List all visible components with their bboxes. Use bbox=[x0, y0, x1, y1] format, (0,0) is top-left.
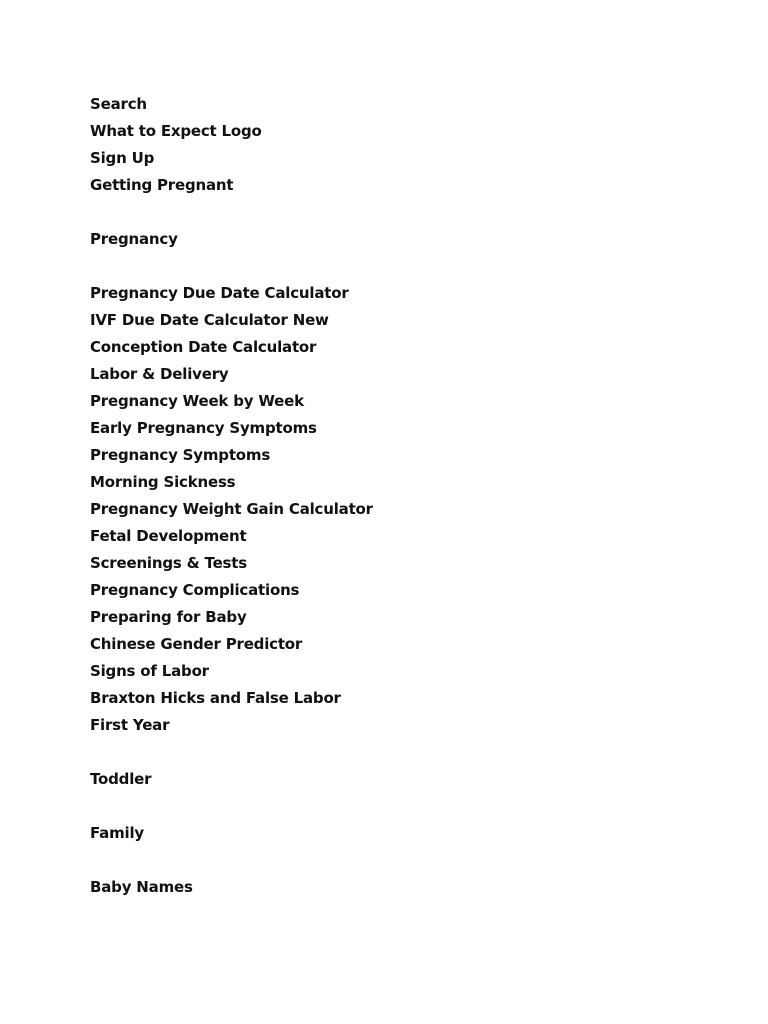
nav-getting-pregnant[interactable]: Getting Pregnant bbox=[90, 176, 234, 194]
nav-pregnancy-symptoms[interactable]: Pregnancy Symptoms bbox=[90, 446, 271, 464]
nav-early-pregnancy-symptoms[interactable]: Early Pregnancy Symptoms bbox=[90, 419, 317, 437]
spacer bbox=[90, 199, 373, 226]
nav-preparing-for-baby[interactable]: Preparing for Baby bbox=[90, 608, 247, 626]
nav-chinese-gender-predictor[interactable]: Chinese Gender Predictor bbox=[90, 635, 303, 653]
spacer bbox=[90, 793, 373, 820]
nav-conception-date-calculator[interactable]: Conception Date Calculator bbox=[90, 338, 317, 356]
nav-fetal-development[interactable]: Fetal Development bbox=[90, 527, 247, 545]
nav-labor-delivery[interactable]: Labor & Delivery bbox=[90, 365, 229, 383]
logo-link[interactable]: What to Expect Logo bbox=[90, 122, 262, 140]
nav-toddler[interactable]: Toddler bbox=[90, 770, 152, 788]
nav-morning-sickness[interactable]: Morning Sickness bbox=[90, 473, 236, 491]
nav-pregnancy-week-by-week[interactable]: Pregnancy Week by Week bbox=[90, 392, 304, 410]
nav-signs-of-labor[interactable]: Signs of Labor bbox=[90, 662, 209, 680]
nav-pregnancy-due-date-calculator[interactable]: Pregnancy Due Date Calculator bbox=[90, 284, 349, 302]
spacer bbox=[90, 739, 373, 766]
spacer bbox=[90, 253, 373, 280]
nav-pregnancy-weight-gain-calculator[interactable]: Pregnancy Weight Gain Calculator bbox=[90, 500, 373, 518]
nav-family[interactable]: Family bbox=[90, 824, 144, 842]
sign-up-link[interactable]: Sign Up bbox=[90, 149, 155, 167]
nav-baby-names[interactable]: Baby Names bbox=[90, 878, 193, 896]
nav-pregnancy[interactable]: Pregnancy bbox=[90, 230, 178, 248]
spacer bbox=[90, 847, 373, 874]
nav-screenings-tests[interactable]: Screenings & Tests bbox=[90, 554, 247, 572]
site-navigation-list bbox=[90, 91, 373, 901]
nav-first-year[interactable]: First Year bbox=[90, 716, 170, 734]
nav-ivf-due-date-calculator[interactable]: IVF Due Date Calculator New bbox=[90, 311, 329, 329]
nav-pregnancy-complications[interactable]: Pregnancy Complications bbox=[90, 581, 300, 599]
search-link[interactable]: Search bbox=[90, 95, 147, 113]
nav-braxton-hicks[interactable]: Braxton Hicks and False Labor bbox=[90, 689, 341, 707]
